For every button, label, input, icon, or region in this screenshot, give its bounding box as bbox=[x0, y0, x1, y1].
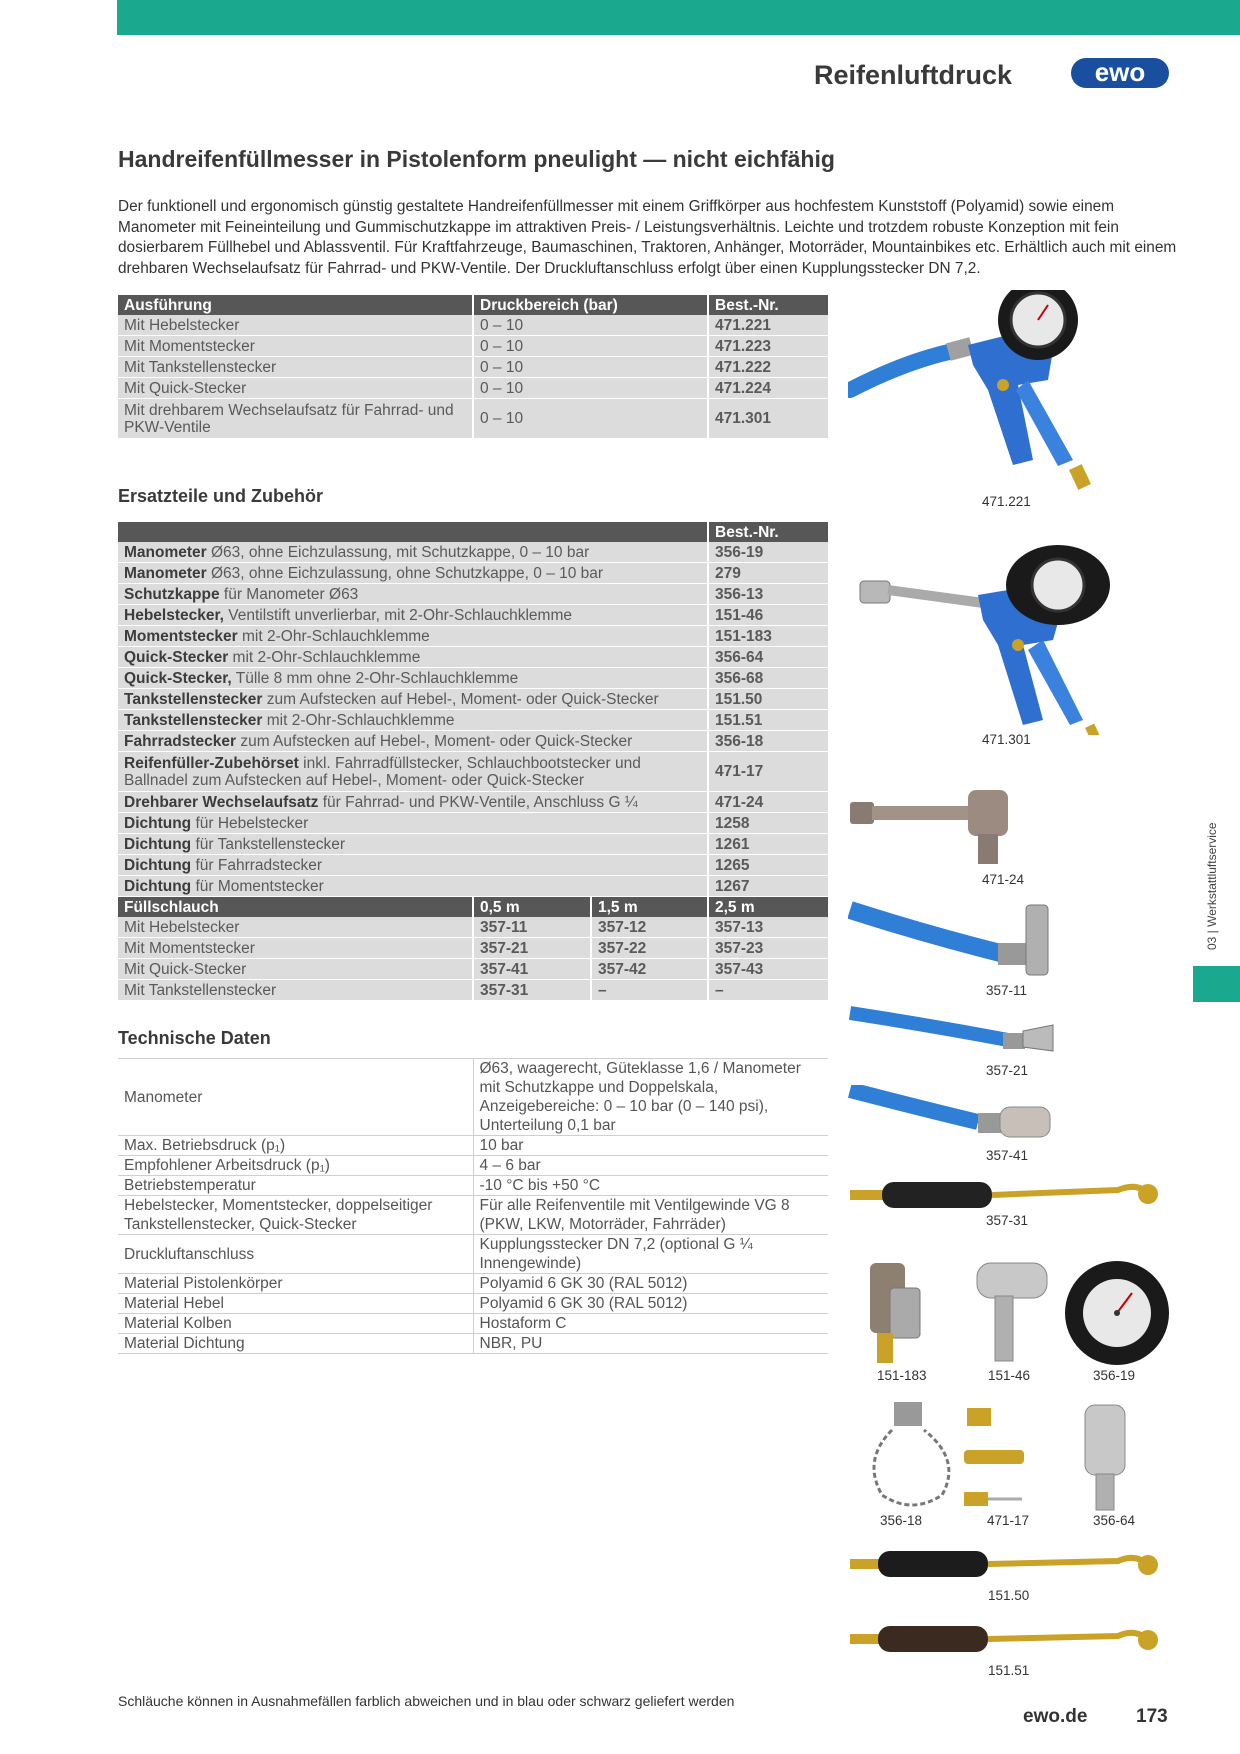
order-number: 357-13 bbox=[708, 917, 828, 938]
order-number: 357-11 bbox=[473, 917, 591, 938]
order-number: 357-21 bbox=[473, 938, 591, 959]
order-number: 356-64 bbox=[708, 647, 828, 668]
spec-value: Polyamid 6 GK 30 (RAL 5012) bbox=[473, 1294, 828, 1314]
spec-label: Empfohlener Arbeitsdruck (p₁) bbox=[118, 1156, 473, 1176]
order-number: 471.221 bbox=[708, 315, 828, 336]
col-header: Best.-Nr. bbox=[708, 295, 828, 315]
order-number: 1267 bbox=[708, 876, 828, 897]
quick-plug-image bbox=[1080, 1400, 1150, 1518]
item-description: Tankstellenstecker mit 2-Ohr-Schlauchklemme bbox=[118, 710, 708, 731]
table-row bbox=[118, 668, 828, 689]
spec-label: Material Pistolenkörper bbox=[118, 1274, 473, 1294]
table-row bbox=[118, 1274, 828, 1294]
top-bar bbox=[117, 0, 1240, 35]
cell: Mit Quick-Stecker bbox=[118, 378, 473, 399]
order-number: 279 bbox=[708, 563, 828, 584]
item-description: Fahrradstecker zum Aufstecken auf Hebel-, Moment- oder Quick-Stecker bbox=[118, 731, 708, 752]
order-number: 357-12 bbox=[591, 917, 708, 938]
cell: Mit Hebelstecker bbox=[118, 917, 473, 938]
table-row bbox=[118, 1334, 828, 1354]
table-row bbox=[118, 1176, 828, 1196]
table-row bbox=[118, 959, 828, 980]
spares-table bbox=[118, 522, 828, 1001]
col-header: 2,5 m bbox=[708, 897, 828, 918]
order-number: – bbox=[591, 980, 708, 1001]
cell: 0 – 10 bbox=[473, 315, 708, 336]
header-spacer bbox=[118, 522, 708, 542]
order-number: 471.223 bbox=[708, 336, 828, 357]
table-row bbox=[118, 378, 828, 399]
table-row bbox=[118, 626, 828, 647]
table-row bbox=[118, 605, 828, 626]
table-row bbox=[118, 1314, 828, 1334]
spec-value: 10 bar bbox=[473, 1136, 828, 1156]
footer-site: ewo.de bbox=[1023, 1706, 1088, 1727]
table-row bbox=[118, 917, 828, 938]
order-number: 471.224 bbox=[708, 378, 828, 399]
item-description: Reifenfüller-Zubehörset inkl. Fahrradfüllstecker, Schlauchbootstecker und Ballnadel zum Aufstecken auf Hebel-, Moment- oder Quick-Stecker bbox=[118, 752, 708, 792]
order-number: 356-19 bbox=[708, 542, 828, 563]
col-header: 1,5 m bbox=[591, 897, 708, 918]
item-description: Dichtung für Momentstecker bbox=[118, 876, 708, 897]
gauge-pistol-adapter-image bbox=[848, 545, 1110, 735]
gauge-pistol-image bbox=[848, 290, 1110, 502]
item-description: Momentstecker mit 2-Ohr-Schlauchklemme bbox=[118, 626, 708, 647]
image-caption: 471-24 bbox=[982, 872, 1025, 887]
spec-value: Polyamid 6 GK 30 (RAL 5012) bbox=[473, 1274, 828, 1294]
item-description: Dichtung für Tankstellenstecker bbox=[118, 834, 708, 855]
table-row bbox=[118, 792, 828, 813]
order-number: 471.222 bbox=[708, 357, 828, 378]
table-row bbox=[118, 1235, 828, 1274]
spec-value: NBR, PU bbox=[473, 1334, 828, 1354]
item-description: Dichtung für Hebelstecker bbox=[118, 813, 708, 834]
item-description: Dichtung für Fahrradstecker bbox=[118, 855, 708, 876]
image-caption: 356-64 bbox=[1093, 1513, 1136, 1528]
order-number: 357-22 bbox=[591, 938, 708, 959]
table-row bbox=[118, 357, 828, 378]
svg-text:ewo: ewo bbox=[1094, 57, 1146, 87]
cell: Mit Momentstecker bbox=[118, 336, 473, 357]
col-header: Druckbereich (bar) bbox=[473, 295, 708, 315]
order-number: 357-31 bbox=[473, 980, 591, 1001]
item-description: Quick-Stecker, Tülle 8 mm ohne 2-Ohr-Schlauchklemme bbox=[118, 668, 708, 689]
section-tab bbox=[1193, 966, 1240, 1002]
hose-quick-image bbox=[848, 1085, 1058, 1145]
spec-label: Hebelstecker, Momentstecker, doppelseitiger Tankstellenstecker, Quick-Stecker bbox=[118, 1196, 473, 1235]
spec-value: Kupplungsstecker DN 7,2 (optional G ¼ Innengewinde) bbox=[473, 1235, 828, 1274]
table-row bbox=[118, 1294, 828, 1314]
table-row bbox=[118, 315, 828, 336]
col-header: Füllschlauch bbox=[118, 897, 473, 918]
image-caption: 151.50 bbox=[988, 1588, 1030, 1603]
tank-plug-clamp-image bbox=[848, 1620, 1172, 1665]
table-row bbox=[118, 1136, 828, 1156]
image-caption: 471-17 bbox=[987, 1513, 1030, 1528]
table-row bbox=[118, 855, 828, 876]
table-row bbox=[118, 542, 828, 563]
order-number: 471-24 bbox=[708, 792, 828, 813]
table-row bbox=[118, 1059, 828, 1136]
spec-label: Material Kolben bbox=[118, 1314, 473, 1334]
image-caption: 471.301 bbox=[982, 732, 1031, 747]
item-description: Drehbarer Wechselaufsatz für Fahrrad- und PKW-Ventile, Anschluss G ¼ bbox=[118, 792, 708, 813]
table-row bbox=[118, 980, 828, 1001]
order-number: – bbox=[708, 980, 828, 1001]
spec-label: Druckluftanschluss bbox=[118, 1235, 473, 1274]
image-caption: 471.221 bbox=[982, 494, 1031, 509]
hose-moment-image bbox=[848, 1005, 1058, 1055]
image-caption: 151.51 bbox=[988, 1663, 1030, 1678]
main-table bbox=[118, 295, 828, 439]
order-number: 471.301 bbox=[708, 399, 828, 439]
table-row bbox=[118, 731, 828, 752]
intro-paragraph: Der funktionell und ergonomisch günstig gestaltete Handreifenfüllmesser mit einem Griffkörper aus hochfestem Kunststoff (Polyamid) sowie einem Manometer mit Feineinteilung und Gummischutzkappe im attraktiven Preis- / Leistungsverhältnis. Leichte und trotzdem robuste Konzeption mit fein dosierbarem Füllhebel und Ablassventil. Für Kraftfahrzeuge, Baumaschinen, Traktoren, Anhänger, Motorräder, Mountainbikes etc. Erhältlich auch mit einem drehbaren Wechselaufsatz für Fahrrad- und PKW-Ventile. Der Druckluftanschluss erfolgt über einen Kupplungsstecker DN 7,2. bbox=[118, 198, 1177, 277]
lever-plug-image bbox=[975, 1258, 1055, 1368]
tech-table bbox=[118, 1058, 828, 1354]
order-number: 1265 bbox=[708, 855, 828, 876]
hose-header bbox=[118, 897, 828, 918]
order-number: 357-23 bbox=[708, 938, 828, 959]
table-row bbox=[118, 1156, 828, 1176]
spec-label: Material Dichtung bbox=[118, 1334, 473, 1354]
order-number: 1258 bbox=[708, 813, 828, 834]
item-description: Hebelstecker, Ventilstift unverlierbar, mit 2-Ohr-Schlauchklemme bbox=[118, 605, 708, 626]
cell: 0 – 10 bbox=[473, 378, 708, 399]
table-row bbox=[118, 584, 828, 605]
image-caption: 151-46 bbox=[988, 1368, 1031, 1383]
item-description: Quick-Stecker mit 2-Ohr-Schlauchklemme bbox=[118, 647, 708, 668]
order-number: 151.50 bbox=[708, 689, 828, 710]
table-row bbox=[118, 647, 828, 668]
spec-label: Material Hebel bbox=[118, 1294, 473, 1314]
cell: 0 – 10 bbox=[473, 399, 708, 439]
image-caption: 357-11 bbox=[986, 983, 1028, 998]
hose-lever-image bbox=[848, 895, 1058, 985]
col-header: Best.-Nr. bbox=[708, 522, 828, 542]
table-row bbox=[118, 813, 828, 834]
image-caption: 357-31 bbox=[986, 1213, 1029, 1228]
spec-value: Hostaform C bbox=[473, 1314, 828, 1334]
order-number: 357-41 bbox=[473, 959, 591, 980]
section-label: 03 | Werkstattluftservice bbox=[1205, 822, 1219, 950]
footer-note: Schläuche können in Ausnahmefällen farblich abweichen und in blau oder schwarz geliefert werden bbox=[118, 1693, 735, 1709]
table-row bbox=[118, 336, 828, 357]
cell: Mit Momentstecker bbox=[118, 938, 473, 959]
table-row bbox=[118, 689, 828, 710]
page-number: 173 bbox=[1136, 1706, 1168, 1727]
order-number: 356-68 bbox=[708, 668, 828, 689]
order-number: 151-46 bbox=[708, 605, 828, 626]
spec-value: -10 °C bis +50 °C bbox=[473, 1176, 828, 1196]
page-title: Reifenluftdruck bbox=[813, 60, 1012, 90]
spares-heading: Ersatzteile und Zubehör bbox=[118, 486, 324, 506]
item-description: Schutzkappe für Manometer Ø63 bbox=[118, 584, 708, 605]
order-number: 151-183 bbox=[708, 626, 828, 647]
cell: 0 – 10 bbox=[473, 357, 708, 378]
image-caption: 151-183 bbox=[877, 1368, 927, 1383]
order-number: 357-43 bbox=[708, 959, 828, 980]
tank-plug-image bbox=[848, 1545, 1172, 1590]
accessory-set-image bbox=[962, 1400, 1062, 1518]
col-header: Ausführung bbox=[118, 295, 473, 315]
table-row bbox=[118, 399, 828, 439]
order-number: 356-18 bbox=[708, 731, 828, 752]
cell: Mit Hebelstecker bbox=[118, 315, 473, 336]
swivel-adapter-image bbox=[848, 780, 1018, 870]
ewo-logo bbox=[1071, 56, 1171, 90]
cell: Mit Tankstellenstecker bbox=[118, 980, 473, 1001]
tech-heading: Technische Daten bbox=[118, 1028, 271, 1048]
table-row bbox=[118, 876, 828, 897]
item-description: Manometer Ø63, ohne Eichzulassung, ohne Schutzkappe, 0 – 10 bar bbox=[118, 563, 708, 584]
table-row bbox=[118, 1196, 828, 1235]
order-number: 151.51 bbox=[708, 710, 828, 731]
image-caption: 356-19 bbox=[1093, 1368, 1136, 1383]
spec-label: Max. Betriebsdruck (p₁) bbox=[118, 1136, 473, 1156]
table-row bbox=[118, 834, 828, 855]
cell: 0 – 10 bbox=[473, 336, 708, 357]
cell: Mit Tankstellenstecker bbox=[118, 357, 473, 378]
moment-plug-image bbox=[865, 1258, 925, 1368]
col-header: 0,5 m bbox=[473, 897, 591, 918]
image-caption: 357-41 bbox=[986, 1148, 1029, 1163]
cell: Mit Quick-Stecker bbox=[118, 959, 473, 980]
spec-value: 4 – 6 bar bbox=[473, 1156, 828, 1176]
spec-value: Für alle Reifenventile mit Ventilgewinde VG 8 (PKW, LKW, Motorräder, Fahrräder) bbox=[473, 1196, 828, 1235]
image-caption: 356-18 bbox=[880, 1513, 923, 1528]
spec-value: Ø63, waagerecht, Güteklasse 1,6 / Manometer mit Schutzkappe und Doppelskala, Anzeigebereiche: 0 – 10 bar (0 – 140 psi), Unterteilung 0,1 bar bbox=[473, 1059, 828, 1136]
table-row bbox=[118, 938, 828, 959]
bike-plug-image bbox=[862, 1400, 962, 1518]
item-description: Manometer Ø63, ohne Eichzulassung, mit Schutzkappe, 0 – 10 bar bbox=[118, 542, 708, 563]
order-number: 357-42 bbox=[591, 959, 708, 980]
product-title: Handreifenfüllmesser in Pistolenform pneulight — nicht eichfähig bbox=[118, 146, 835, 172]
table-row bbox=[118, 563, 828, 584]
item-description: Tankstellenstecker zum Aufstecken auf Hebel-, Moment- oder Quick-Stecker bbox=[118, 689, 708, 710]
order-number: 1261 bbox=[708, 834, 828, 855]
cell: Mit drehbarem Wechselaufsatz für Fahrrad- und PKW-Ventile bbox=[118, 399, 473, 439]
table-row bbox=[118, 710, 828, 731]
table-row bbox=[118, 752, 828, 792]
order-number: 356-13 bbox=[708, 584, 828, 605]
spec-label: Betriebstemperatur bbox=[118, 1176, 473, 1196]
gauge-image bbox=[1062, 1258, 1172, 1368]
image-caption: 357-21 bbox=[986, 1063, 1029, 1078]
spec-label: Manometer bbox=[118, 1059, 473, 1136]
main-table-header bbox=[118, 295, 828, 315]
order-number: 471-17 bbox=[708, 752, 828, 792]
